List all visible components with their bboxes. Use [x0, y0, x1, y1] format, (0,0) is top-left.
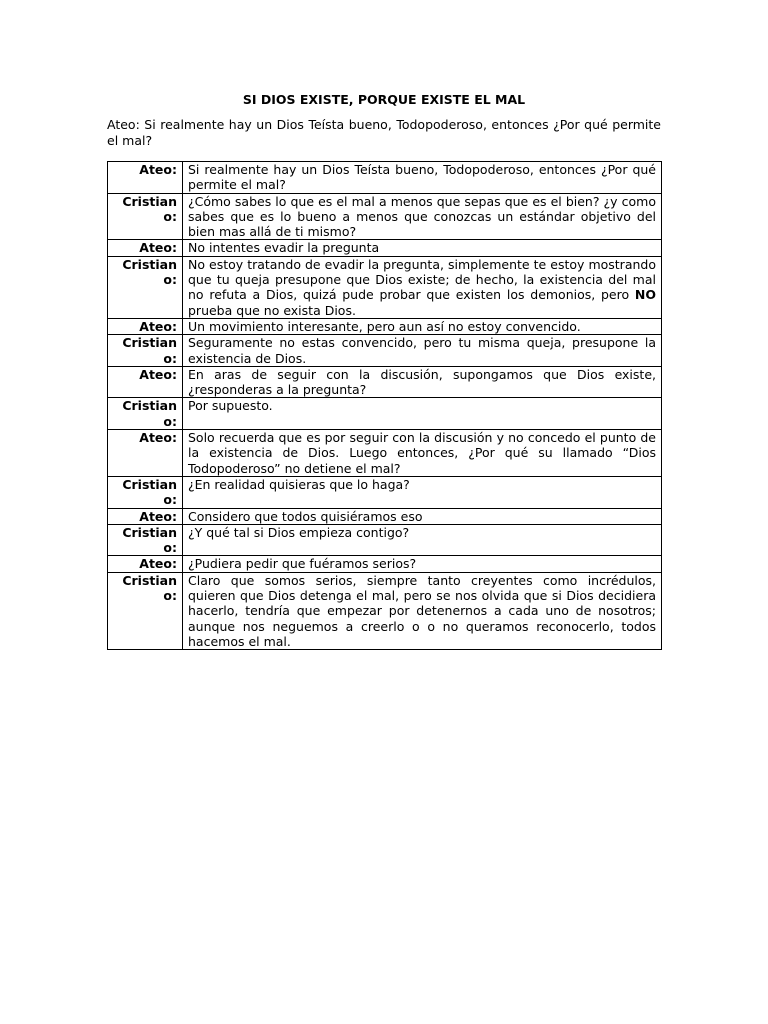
dialog-row — [108, 572, 662, 649]
speech-cell: En aras de seguir con la discusión, supongamos que Dios existe, ¿responderas a la pregunta? — [183, 366, 662, 398]
speech-text: No estoy tratando de evadir la pregunta, simplemente te estoy mostrando que tu queja presupone que Dios existe; de hecho, la existencia del mal no refuta a Dios, quizá pude probar que existen los demonios, pero — [188, 256, 656, 303]
speaker-cell: Ateo: — [108, 366, 183, 398]
dialog-row — [108, 318, 662, 334]
dialog-row — [108, 240, 662, 256]
speaker-cell: Cristiano: — [108, 572, 183, 649]
dialog-row — [108, 430, 662, 477]
speaker-cell: Ateo: — [108, 162, 183, 194]
speaker-cell: Cristiano: — [108, 193, 183, 240]
speaker-cell: Ateo: — [108, 556, 183, 572]
speech-cell: No intentes evadir la pregunta — [183, 240, 662, 256]
speech-cell: Solo recuerda que es por seguir con la discusión y no concedo el punto de la existencia de Dios. Luego entonces, ¿Por qué su llamado “Dios Todopoderoso” no detiene el mal? — [183, 430, 662, 477]
speaker-cell: Ateo: — [108, 430, 183, 477]
speech-cell: Un movimiento interesante, pero aun así no estoy convencido. — [183, 318, 662, 334]
speaker-cell: Cristiano: — [108, 335, 183, 367]
speaker-cell: Cristiano: — [108, 398, 183, 430]
speech-cell: ¿Y qué tal si Dios empieza contigo? — [183, 524, 662, 556]
speech-cell: Seguramente no estas convencido, pero tu misma queja, presupone la existencia de Dios. — [183, 335, 662, 367]
speech-cell: Claro que somos serios, siempre tanto creyentes como incrédulos, quieren que Dios detenga el mal, pero se nos olvida que si Dios decidiera hacerlo, tendría que empezar por detenernos a cada uno de nosotros; aunque nos neguemos a creerlo o o no queramos reconocerlo, todos hacemos el mal. — [183, 572, 662, 649]
speech-text: prueba que no exista Dios. — [188, 302, 356, 318]
dialog-table — [107, 161, 662, 650]
dialog-row — [108, 366, 662, 398]
speech-cell: ¿Pudiera pedir que fuéramos serios? — [183, 556, 662, 572]
dialog-row — [108, 335, 662, 367]
dialog-row — [108, 524, 662, 556]
dialog-row — [108, 398, 662, 430]
intro-paragraph: Ateo: Si realmente hay un Dios Teísta bueno, Todopoderoso, entonces ¿Por qué permite el mal? — [107, 117, 661, 148]
document-title: SI DIOS EXISTE, PORQUE EXISTE EL MAL — [242, 92, 526, 107]
speech-cell: Si realmente hay un Dios Teísta bueno, Todopoderoso, entonces ¿Por qué permite el mal? — [183, 162, 662, 194]
speaker-cell: Ateo: — [108, 318, 183, 334]
speech-cell: ¿Cómo sabes lo que es el mal a menos que sepas que es el bien? ¿y como sabes que es lo bueno a menos que conozcas un estándar objetivo del bien mas allá de ti mismo? — [183, 193, 662, 240]
speaker-cell: Ateo: — [108, 508, 183, 524]
emphasis-text: NO — [634, 287, 656, 303]
speaker-cell: Cristiano: — [108, 476, 183, 508]
speaker-cell: Ateo: — [108, 240, 183, 256]
speaker-cell: Cristiano: — [108, 524, 183, 556]
speech-cell: Por supuesto. — [183, 398, 662, 430]
dialog-row — [108, 476, 662, 508]
dialog-row — [108, 193, 662, 240]
dialog-row — [108, 556, 662, 572]
dialog-row — [108, 162, 662, 194]
speech-cell: ¿En realidad quisieras que lo haga? — [183, 476, 662, 508]
speaker-cell: Cristiano: — [108, 256, 183, 318]
dialog-row — [108, 256, 662, 318]
speech-cell — [183, 256, 662, 318]
dialog-row — [108, 508, 662, 524]
speech-cell: Considero que todos quisiéramos eso — [183, 508, 662, 524]
